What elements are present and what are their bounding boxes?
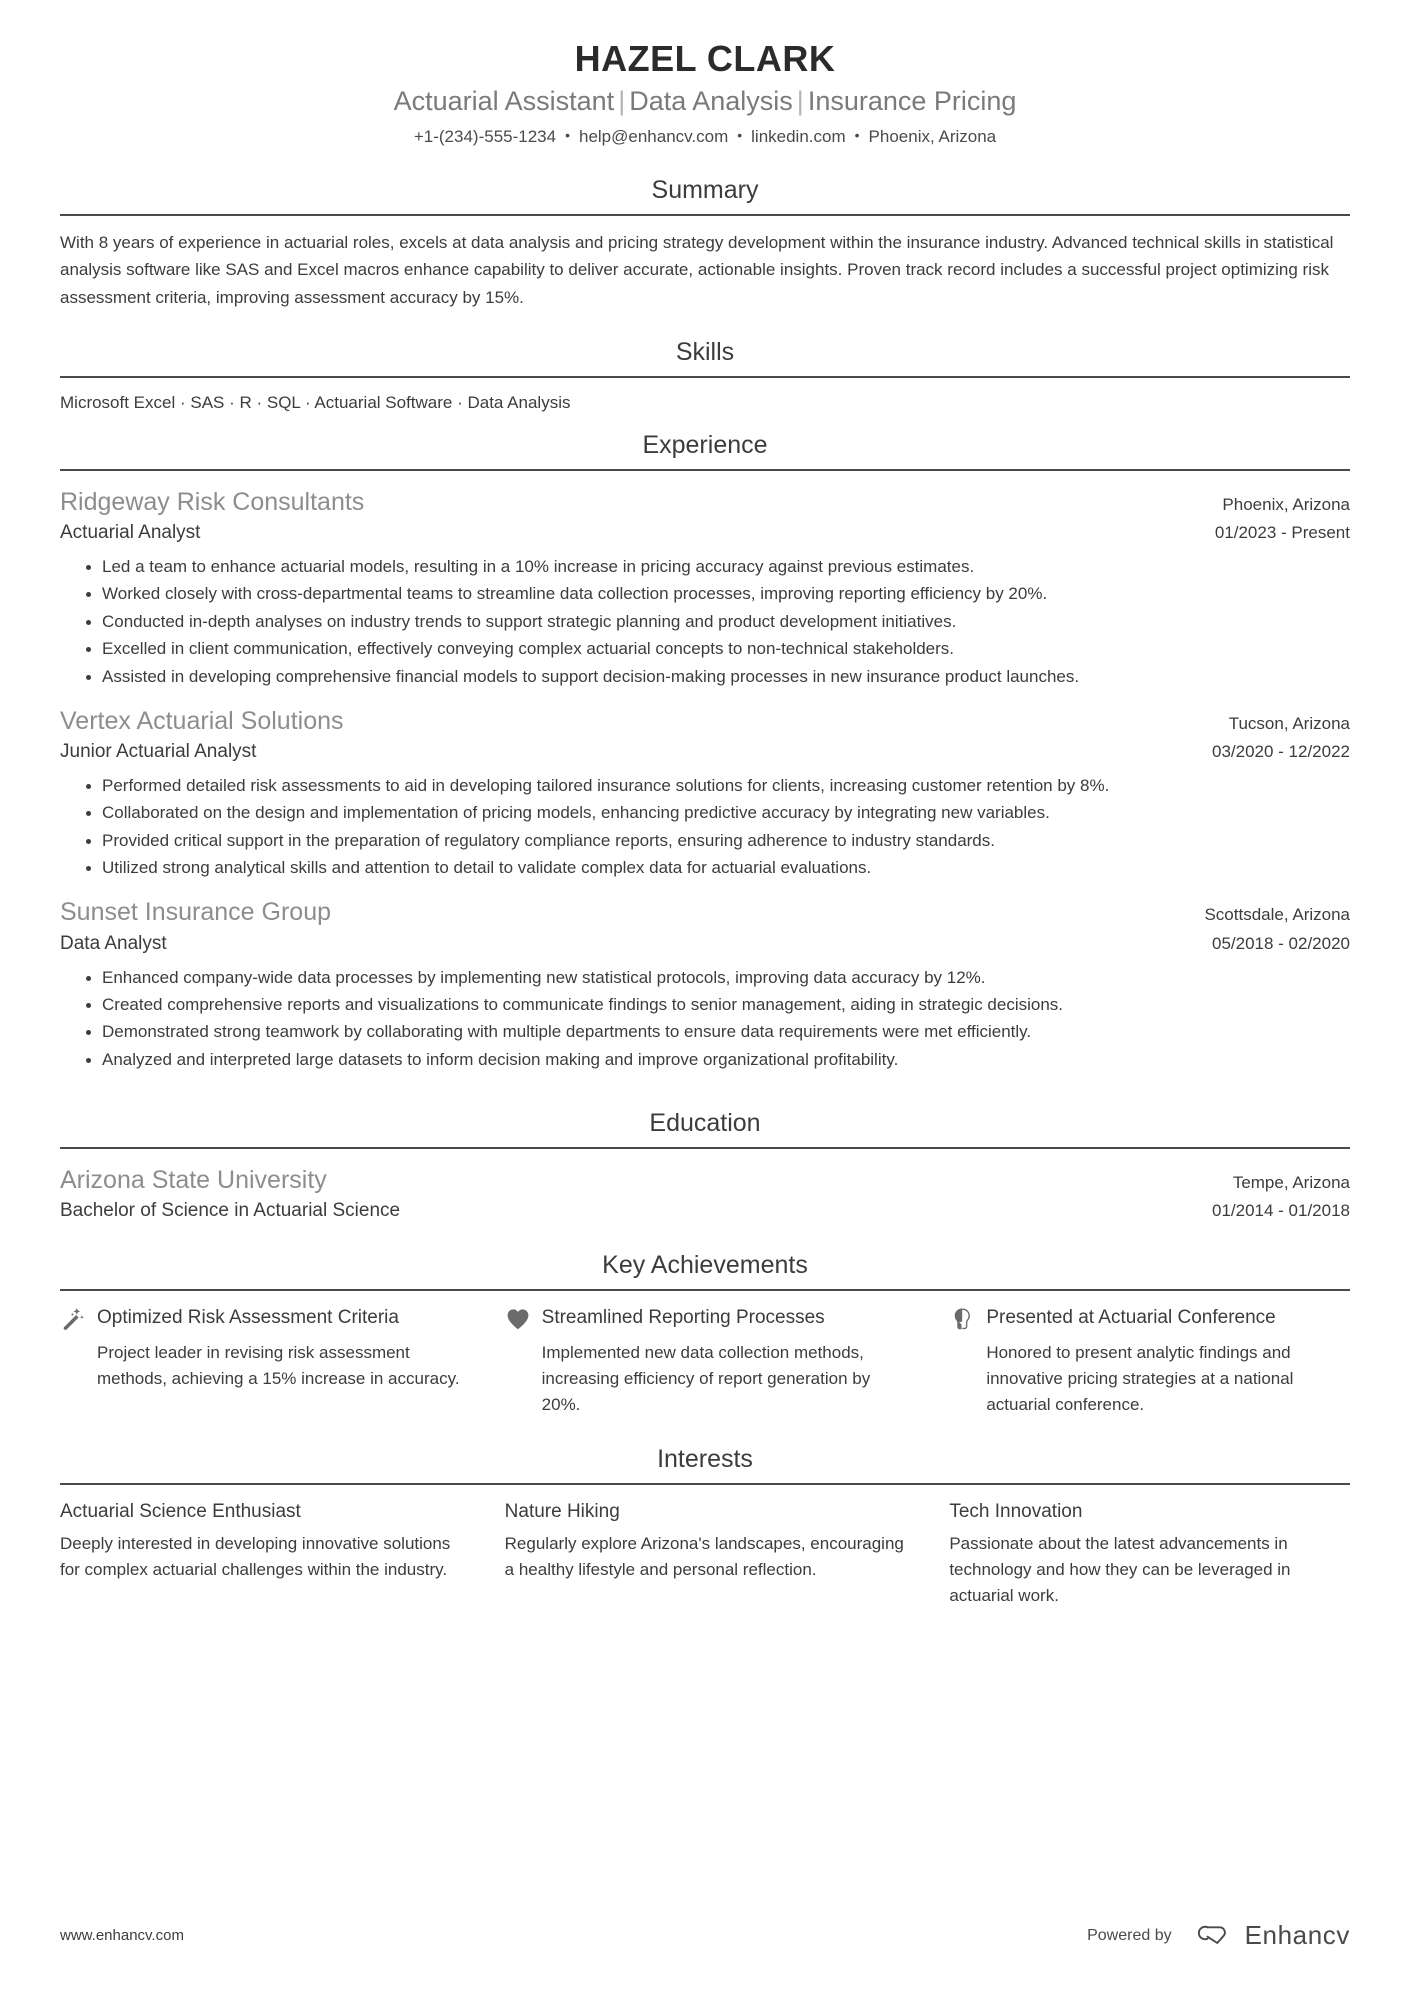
education-dates: 01/2014 - 01/2018 — [1211, 1201, 1350, 1221]
key-achievement-title: Optimized Risk Assessment Criteria — [97, 1307, 399, 1329]
enhancv-brand[interactable] — [1188, 1920, 1350, 1951]
experience-bullet: Collaborated on the design and implementation of pricing models, enhancing predictive accuracy by integrating new variables. — [86, 800, 1350, 826]
experience-bullet: Assisted in developing comprehensive financial models to support decision-making processes in new insurance product launches. — [86, 664, 1350, 690]
contact-location: Phoenix, Arizona — [868, 127, 997, 147]
experience-dates: 01/2023 - Present — [1214, 523, 1350, 543]
section-title-interests: Interests — [657, 1444, 753, 1473]
experience-role: Junior Actuarial Analyst — [60, 741, 257, 763]
contact-linkedin[interactable]: linkedin.com — [751, 127, 846, 147]
interest-title: Tech Innovation — [949, 1500, 1083, 1522]
section-rule-summary — [60, 214, 1350, 216]
experience-bullet: Worked closely with cross-departmental teams to streamline data collection processes, improving reporting efficiency by 20%. — [86, 581, 1350, 607]
section-rule-education — [60, 1147, 1350, 1149]
interest-description: Deeply interested in developing innovative solutions for complex actuarial challenges within the industry. — [60, 1534, 451, 1579]
interest-title: Nature Hiking — [504, 1500, 620, 1522]
experience-bullets — [60, 965, 1350, 1073]
experience-dates: 05/2018 - 02/2020 — [1211, 933, 1350, 953]
candidate-name: HAZEL CLARK — [574, 38, 836, 79]
section-interests — [60, 1444, 1350, 1609]
candidate-headline — [60, 84, 1350, 119]
interest-item — [60, 1499, 461, 1609]
experience-location: Tucson, Arizona — [1228, 713, 1350, 733]
contact-phone: +1-(234)-555-1234 — [413, 127, 557, 147]
key-achievement-item — [60, 1305, 461, 1417]
contact-bullet-2: • — [737, 127, 743, 144]
interest-description: Regularly explore Arizona's landscapes, encouraging a healthy lifestyle and personal reflection. — [504, 1534, 904, 1579]
section-rule-skills — [60, 376, 1350, 378]
section-skills — [60, 337, 1350, 416]
enhancv-logo-icon — [1188, 1920, 1234, 1951]
key-achievement-header — [949, 1305, 1350, 1332]
section-rule-interests — [60, 1483, 1350, 1485]
key-achievement-title: Streamlined Reporting Processes — [541, 1307, 825, 1329]
headline-separator-1: | — [618, 86, 626, 116]
education-entry — [60, 1164, 1350, 1224]
key-achievement-header — [505, 1305, 906, 1332]
experience-bullet: Performed detailed risk assessments to aid in developing tailored insurance solutions for clients, increasing customer retention by 8%. — [86, 773, 1350, 799]
education-location: Tempe, Arizona — [1232, 1172, 1350, 1192]
education-entry-subheader — [60, 1196, 1350, 1224]
experience-entry-subheader — [60, 518, 1350, 546]
section-title-summary: Summary — [651, 175, 759, 204]
key-achievement-item — [505, 1305, 906, 1417]
experience-bullet: Demonstrated strong teamwork by collaborating with multiple departments to ensure data requirements were met efficiently. — [86, 1019, 1350, 1045]
contact-bullet-3: • — [854, 127, 860, 144]
headline-part-3: Insurance Pricing — [807, 86, 1017, 116]
education-organization: Arizona State University — [60, 1165, 327, 1194]
experience-bullet: Utilized strong analytical skills and attention to detail to validate complex data for actuarial evaluations. — [86, 855, 1350, 881]
section-education — [60, 1108, 1350, 1224]
key-achievement-description: Implemented new data collection methods, increasing efficiency of report generation by 20%. — [541, 1343, 871, 1414]
experience-role: Actuarial Analyst — [60, 522, 201, 544]
headline-separator-2: | — [796, 86, 804, 116]
section-title-experience: Experience — [642, 430, 768, 459]
footer-website-link[interactable]: www.enhancv.com — [60, 1927, 184, 1944]
education-entry-header — [60, 1164, 1350, 1197]
headline-part-1: Actuarial Assistant — [393, 86, 615, 116]
experience-dates: 03/2020 - 12/2022 — [1211, 742, 1350, 762]
powered-by-label: Powered by — [1087, 1926, 1172, 1944]
magic-wand-icon — [60, 1306, 86, 1332]
experience-organization: Ridgeway Risk Consultants — [60, 487, 365, 516]
experience-entry — [60, 896, 1350, 1073]
summary-text: With 8 years of experience in actuarial roles, excels at data analysis and pricing strategy development within the insurance industry. Advanced technical skills in statistical analysis software like SAS and Excel macros enhance capability to deliver accurate, actionable insights. Proven track record includes a successful project optimizing risk assessment criteria, improving assessment accuracy by 15%. — [60, 232, 1334, 307]
experience-entry — [60, 486, 1350, 690]
interest-item — [505, 1499, 906, 1609]
key-achievement-title: Presented at Actuarial Conference — [986, 1307, 1276, 1329]
section-rule-experience — [60, 469, 1350, 471]
contact-line — [60, 125, 1350, 149]
interest-description: Passionate about the latest advancements in technology and how they can be leveraged in actuarial work. — [949, 1534, 1291, 1605]
section-rule-key-achievements — [60, 1289, 1350, 1291]
section-title-education: Education — [649, 1108, 761, 1137]
key-achievement-header — [60, 1305, 461, 1332]
interest-item — [949, 1499, 1350, 1609]
experience-bullets — [60, 773, 1350, 881]
experience-entry — [60, 705, 1350, 882]
resume-header — [60, 36, 1350, 149]
experience-bullet: Provided critical support in the preparation of regulatory compliance reports, ensuring adherence to industry standards. — [86, 828, 1350, 854]
experience-role: Data Analyst — [60, 932, 167, 954]
key-achievement-item — [949, 1305, 1350, 1417]
experience-organization: Vertex Actuarial Solutions — [60, 706, 344, 735]
enhancv-wordmark: Enhancv — [1244, 1920, 1350, 1950]
contact-email[interactable]: help@enhancv.com — [578, 127, 729, 147]
experience-location: Scottsdale, Arizona — [1204, 905, 1350, 925]
section-title-skills: Skills — [675, 338, 735, 367]
experience-bullet: Enhanced company-wide data processes by implementing new statistical protocols, improving data accuracy by 12%. — [86, 965, 1350, 991]
section-summary — [60, 175, 1350, 312]
key-achievements-grid — [60, 1305, 1350, 1417]
heart-icon — [505, 1306, 531, 1332]
experience-bullets — [60, 554, 1350, 690]
key-achievement-description: Project leader in revising risk assessment methods, achieving a 15% increase in accuracy. — [97, 1343, 460, 1388]
experience-entry-subheader — [60, 929, 1350, 957]
headline-part-2: Data Analysis — [629, 86, 793, 116]
experience-organization: Sunset Insurance Group — [60, 898, 331, 927]
contact-bullet-1: • — [565, 127, 570, 144]
education-degree: Bachelor of Science in Actuarial Science — [60, 1200, 401, 1222]
page-footer — [60, 1920, 1350, 1951]
footer-branding — [1087, 1920, 1350, 1951]
section-key-achievements — [60, 1250, 1350, 1417]
experience-bullet: Created comprehensive reports and visualizations to communicate findings to senior management, aiding in strategic decisions. — [86, 992, 1350, 1018]
section-title-key-achievements: Key Achievements — [602, 1251, 808, 1280]
experience-entry-header — [60, 486, 1350, 519]
key-achievement-description: Honored to present analytic findings and innovative pricing strategies at a national actuarial conference. — [986, 1343, 1294, 1414]
interests-grid — [60, 1499, 1350, 1609]
experience-bullet: Analyzed and interpreted large datasets to inform decision making and improve organizational profitability. — [86, 1047, 1350, 1073]
experience-entry-header — [60, 705, 1350, 738]
experience-bullet: Led a team to enhance actuarial models, resulting in a 10% increase in pricing accuracy against previous estimates. — [86, 554, 1350, 580]
section-experience — [60, 430, 1350, 1073]
brain-head-icon — [949, 1306, 975, 1332]
experience-location: Phoenix, Arizona — [1222, 494, 1350, 514]
experience-entry-header — [60, 896, 1350, 929]
experience-entry-subheader — [60, 737, 1350, 765]
experience-bullet: Excelled in client communication, effectively conveying complex actuarial concepts to non-technical stakeholders. — [86, 636, 1350, 662]
interest-title: Actuarial Science Enthusiast — [60, 1500, 301, 1522]
skills-list: Microsoft Excel · SAS · R · SQL · Actuarial Software · Data Analysis — [60, 393, 571, 413]
experience-bullet: Conducted in-depth analyses on industry trends to support strategic planning and product development initiatives. — [86, 609, 1350, 635]
